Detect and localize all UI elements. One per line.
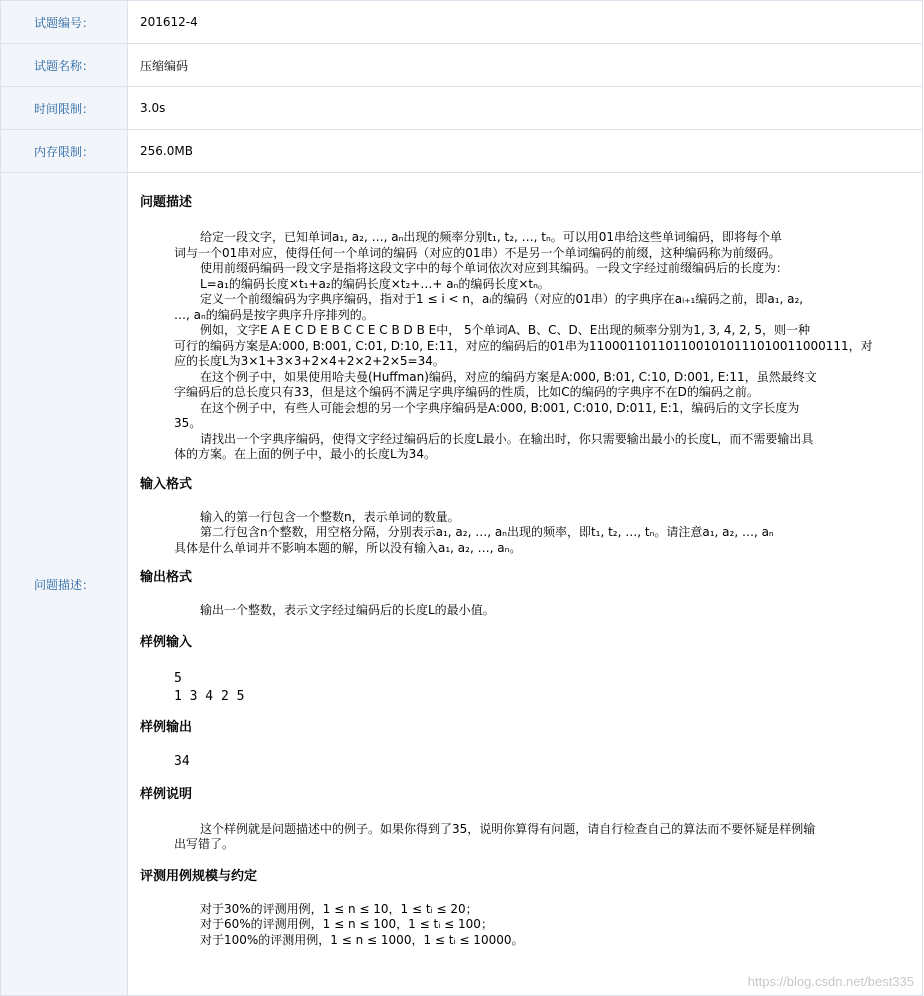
- desc-line: 例如，文字E A E C D E B C C E C B D B E中， 5个单词A、B、C、D、E出现的频率分别为1, 3, 4, 2, 5，则一种: [200, 323, 810, 337]
- input-format-text: [140, 510, 910, 557]
- desc-line: …, aₙ的编码是按字典序升序排列的。: [174, 307, 374, 322]
- explain-line: 出写错了。: [174, 837, 235, 851]
- desc-line: 体的方案。在上面的例子中，最小的长度L为34。: [174, 447, 436, 461]
- scale-line: 对于100%的评测用例，1 ≤ n ≤ 1000，1 ≤ tᵢ ≤ 10000。: [200, 932, 524, 947]
- value-memory-limit: 256.0MB: [128, 130, 923, 173]
- desc-line: 可行的编码方案是A:000, B:001, C:01, D:10, E:11，对应的编码后的01串为1100011011011001010111010011000111，对: [174, 338, 873, 353]
- heading-output-format: 输出格式: [140, 570, 193, 585]
- desc-line: 使用前缀码编码一段文字是指将这段文字中的每个单词依次对应到其编码。一段文字经过前缀编码后的长度为：: [200, 261, 789, 275]
- desc-line: 应的长度L为3×1+3×3+2×4+2×2+2×5=34。: [174, 354, 445, 368]
- input-line: 具体是什么单词并不影响本题的解，所以没有输入a₁, a₂, …, aₙ。: [174, 540, 522, 555]
- description-content: [128, 173, 923, 996]
- heading-problem-description: 问题描述: [140, 195, 193, 210]
- sample-input-line: 1 3 4 2 5: [174, 688, 245, 704]
- test-scale-text: [140, 902, 910, 949]
- desc-line: 给定一段文字，已知单词a₁, a₂, …, aₙ出现的频率分别t₁, t₂, …, tₙ。可以用01串给这些单词编码，即将每个单: [200, 230, 783, 244]
- row-time-limit: [1, 87, 923, 130]
- description-text: [140, 230, 910, 463]
- sample-output-block: 34: [174, 753, 190, 769]
- heading-sample-explanation: 样例说明: [140, 786, 193, 802]
- label-memory-limit: 内存限制：: [1, 130, 128, 173]
- heading-test-scale: 评测用例规模与约定: [140, 868, 258, 884]
- desc-line: 在这个例子中，如果使用哈夫曼(Huffman)编码，对应的编码方案是A:000, B:01, C:10, D:001, E:11，虽然最终文: [200, 369, 817, 384]
- row-description: [1, 173, 923, 996]
- desc-line: 词与一个01串对应，使得任何一个单词的编码（对应的01串）不是另一个单词编码的前缀，这种编码称为前缀码。: [174, 245, 781, 260]
- row-problem-name: [1, 44, 923, 87]
- label-problem-name: 试题名称：: [1, 44, 128, 87]
- sample-explanation-text: [140, 822, 910, 853]
- desc-line: 在这个例子中，有些人可能会想的另一个字典序编码是A:000, B:001, C:010, D:011, E:1，编码后的文字长度为: [200, 400, 800, 415]
- output-format-text: [140, 603, 910, 619]
- input-line: 输入的第一行包含一个整数n，表示单词的数量。: [200, 509, 460, 524]
- value-time-limit: 3.0s: [128, 87, 923, 130]
- label-time-limit: 时间限制：: [1, 87, 128, 130]
- heading-sample-input: 样例输入: [140, 634, 193, 650]
- sample-input-line: 5: [174, 670, 182, 686]
- watermark: https://blog.csdn.net/best335: [747, 974, 914, 989]
- output-line: 输出一个整数，表示文字经过编码后的长度L的最小值。: [200, 603, 495, 617]
- label-description: 问题描述：: [1, 173, 128, 996]
- row-problem-id: [1, 1, 923, 44]
- sample-input-block: [140, 670, 910, 706]
- value-problem-id: 201612-4: [128, 1, 923, 44]
- heading-input-format: 输入格式: [140, 476, 193, 492]
- heading-sample-output: 样例输出: [140, 719, 193, 735]
- scale-line: 对于30%的评测用例，1 ≤ n ≤ 10，1 ≤ tᵢ ≤ 20；: [200, 901, 478, 916]
- value-problem-name: 压缩编码: [128, 44, 923, 87]
- explain-line: 这个样例就是问题描述中的例子。如果你得到了35，说明你算得有问题，请自行检查自己的算法而不要怀疑是样例输: [200, 821, 816, 836]
- desc-line: 35。: [174, 416, 202, 430]
- desc-line: L=a₁的编码长度×t₁+a₂的编码长度×t₂+…+ aₙ的编码长度×tₙ。: [200, 276, 550, 291]
- label-problem-id: 试题编号：: [1, 1, 128, 44]
- row-memory-limit: [1, 130, 923, 173]
- scale-line: 对于60%的评测用例，1 ≤ n ≤ 100，1 ≤ tᵢ ≤ 100；: [200, 917, 493, 931]
- input-line: 第二行包含n个整数，用空格分隔，分别表示a₁, a₂, …, aₙ出现的频率，即t₁, t₂, …, tₙ。请注意a₁, a₂, …, aₙ: [200, 525, 774, 539]
- desc-line: 请找出一个字典序编码，使得文字经过编码后的长度L最小。在输出时，你只需要输出最小的长度L，而不需要输出具: [200, 431, 814, 446]
- desc-line: 定义一个前缀编码为字典序编码，指对于1 ≤ i < n，aᵢ的编码（对应的01串）的字典序在aᵢ₊₁编码之前，即a₁, a₂,: [200, 292, 804, 306]
- desc-line: 字编码后的总长度只有33，但是这个编码不满足字典序编码的性质，比如C的编码的字典序不在D的编码之前。: [174, 385, 759, 399]
